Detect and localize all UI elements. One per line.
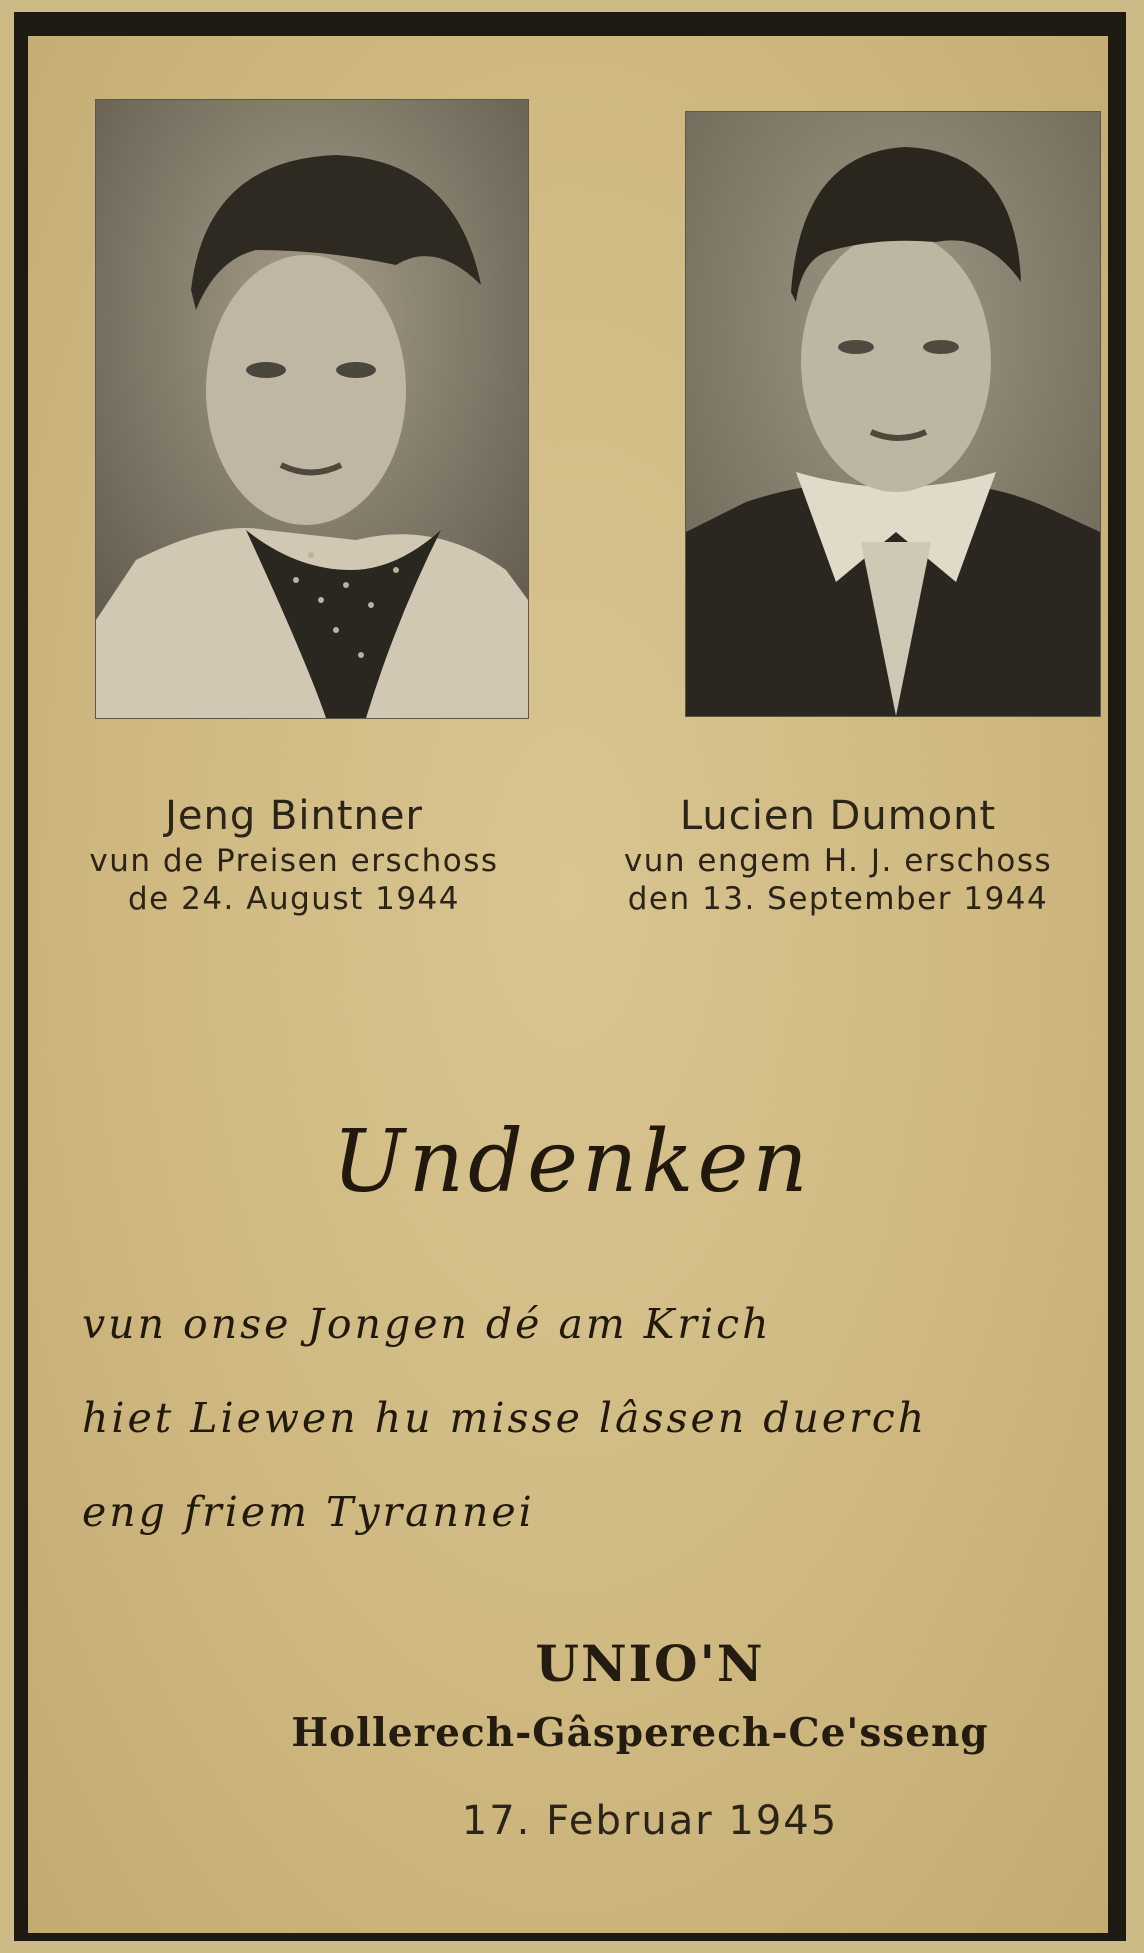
death-circumstance-left: vun de Preisen erschoss [89,843,499,879]
death-circumstance-right: vun engem H. J. erschoss [623,843,1053,879]
event-date: 17. Februar 1945 [461,1798,839,1844]
place-names: Hollerech-Gâsperech-Ce'sseng [291,1710,989,1756]
caption-left [44,790,544,918]
portrait-photo-right [686,112,1100,716]
person-name-left: Jeng Bintner [165,793,423,839]
verse-line: vun onse Jongen dé am Krich [82,1300,772,1348]
caption-right [588,790,1088,918]
memorial-title: Undenken [332,1112,812,1212]
death-date-left: de 24. August 1944 [128,881,460,917]
verse-line: eng friem Tyrannei [82,1488,535,1536]
organization-name: UNIO'N [535,1634,765,1693]
portrait-photo-left [96,100,528,718]
death-date-right: den 13. September 1944 [627,881,1049,917]
person-name-right: Lucien Dumont [679,793,997,839]
verse-line: hiet Liewen hu misse lâssen duerch [82,1394,928,1442]
